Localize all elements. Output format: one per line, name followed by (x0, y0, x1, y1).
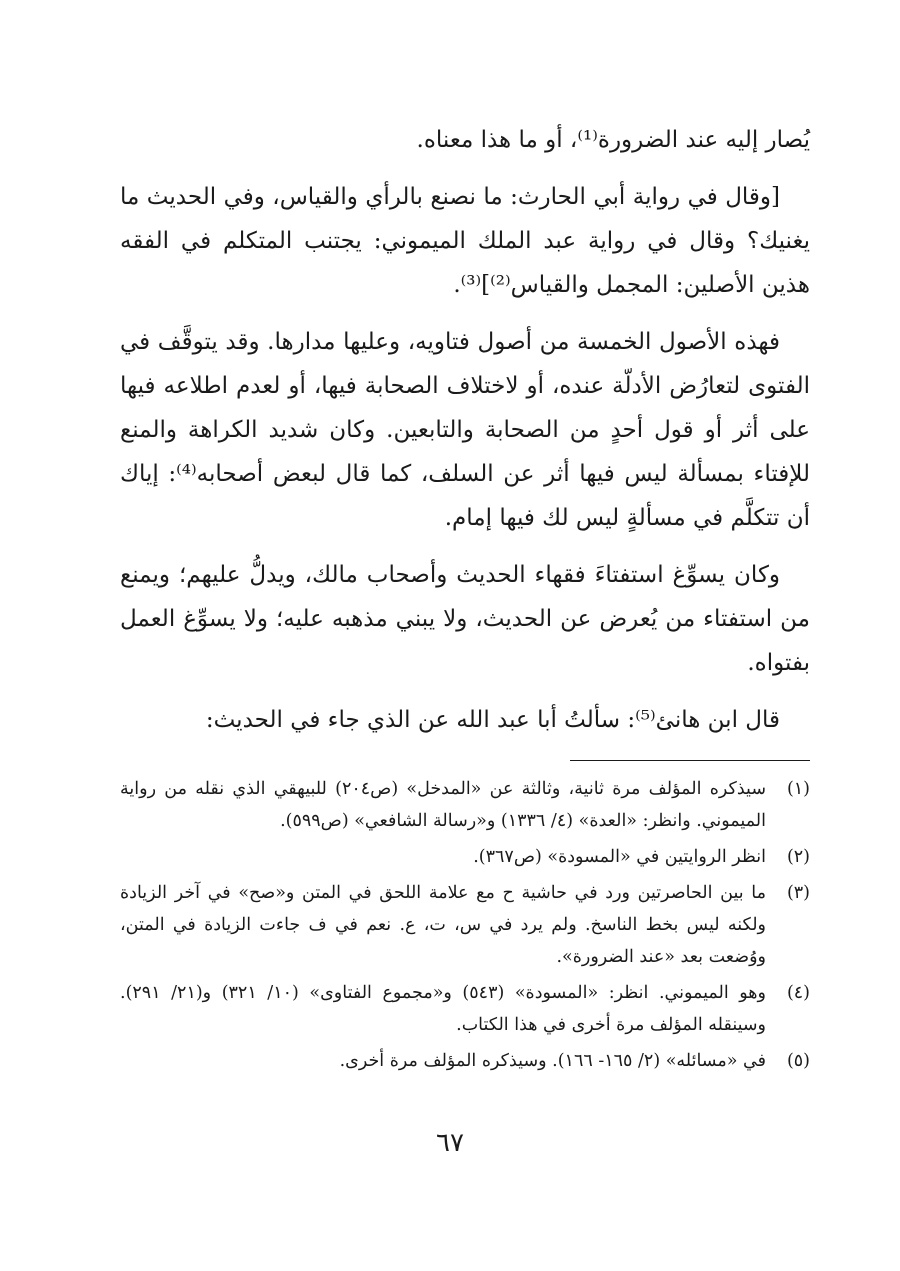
footnote-number: (٣) (786, 883, 810, 903)
page-number: ٦٧ (436, 1128, 464, 1158)
footnote-1 (120, 773, 810, 837)
footnote-4 (120, 977, 810, 1041)
footnote-text: سيذكره المؤلف مرة ثانية، وثالثة عن «المدخل» (ص٢٠٤) للبيهقي الذي نقله من رواية الميموني. وانظر: «العدة» (٤/ ١٣٣٦) و«رسالة الشافعي» (ص٥٩٩). (120, 779, 766, 831)
footnote-2 (120, 841, 810, 873)
footnote-text: ما بين الحاصرتين ورد في حاشية ح مع علامة اللحق في المتن و«صح» في آخر الزيادة ولكنه ليس بخط الناسخ. ولم يرد في س، ت، ع. نعم في ف جاءت الزيادة في المتن، ووُضعت بعد «عند الضرورة». (120, 883, 766, 967)
footnote-5 (120, 1045, 810, 1077)
footnote-number: (٤) (786, 983, 810, 1003)
footnotes (120, 773, 810, 1077)
book-page (120, 118, 810, 1081)
footnote-text: وهو الميموني. انظر: «المسودة» (٥٤٣) و«مجموع الفتاوى» (١٠/ ٣٢١) و(٢١/ ٢٩١). وسينقله المؤلف مرة أخرى في هذا الكتاب. (120, 983, 766, 1035)
paragraph-2: [وقال في رواية أبي الحارث: ما نصنع بالرأي والقياس، وفي الحديث ما يغنيك؟ وقال في رواية عبد الملك الميموني: يجتنب المتكلم في الفقه هذين الأصلين: المجمل والقياس⁽²⁾]⁽³⁾. (120, 184, 810, 298)
main-text (120, 118, 810, 742)
paragraph-1: يُصار إليه عند الضرورة⁽¹⁾، أو ما هذا معناه. (416, 127, 810, 153)
footnote-number: (١) (786, 779, 810, 799)
footnote-number: (٥) (786, 1051, 810, 1071)
paragraph-4: وكان يسوِّغ استفتاءَ فقهاء الحديث وأصحاب مالك، ويدلُّ عليهم؛ ويمنع من استفتاء من يُعرض عن الحديث، ولا يبني مذهبه عليه؛ ولا يسوِّغ العمل بفتواه. (120, 562, 810, 676)
footnote-text: في «مسائله» (٢/ ١٦٥- ١٦٦). وسيذكره المؤلف مرة أخرى. (339, 1051, 766, 1071)
footnote-3 (120, 877, 810, 973)
footnote-separator (570, 760, 810, 761)
paragraph-3: فهذه الأصول الخمسة من أصول فتاويه، وعليها مدارها. وقد يتوقَّف في الفتوى لتعارُض الأدلّة عنده، أو لاختلاف الصحابة فيها، أو لعدم اطلاعه فيها على أثر أو قول أحدٍ من الصحابة والتابعين. وكان شديد الكراهة والمنع للإفتاء بمسألة ليس فيها أثر عن السلف، كما قال لبعض أصحابه⁽⁴⁾: إياك أن تتكلَّم في مسألةٍ ليس لك فيها إمام. (120, 329, 810, 531)
paragraph-5: قال ابن هانئ⁽⁵⁾: سألتُ أبا عبد الله عن الذي جاء في الحديث: (205, 707, 780, 733)
footnote-text: انظر الروايتين في «المسودة» (ص٣٦٧). (473, 847, 766, 867)
footnote-number: (٢) (786, 847, 810, 867)
